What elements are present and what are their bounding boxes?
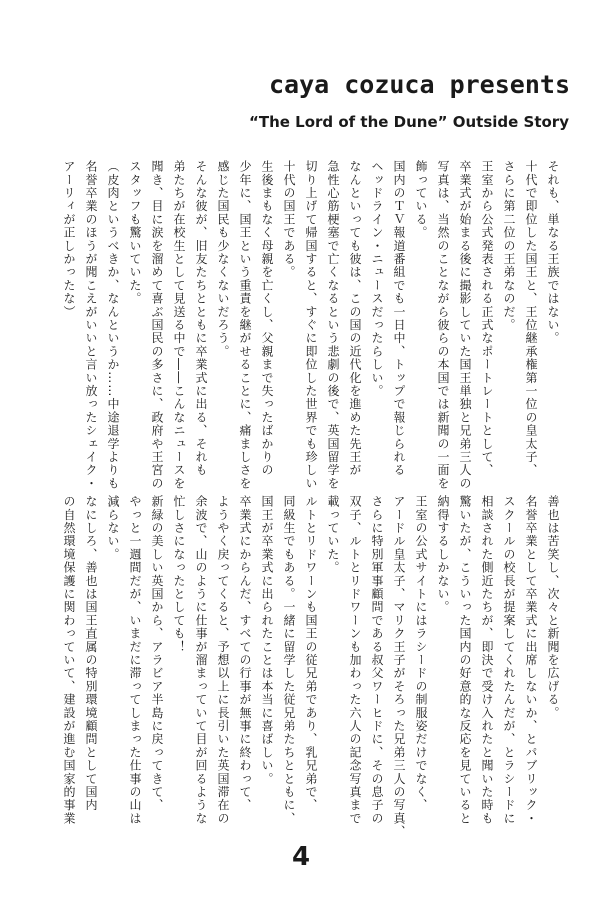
text-line: アーリィが正しかったな）	[62, 160, 76, 319]
text-line: 卒業式にからんだ、すべての行事が無事に終わって、	[238, 495, 252, 812]
text-line: 名誉卒業のほうが聞こえがいいと言い放ったシェイク・	[84, 160, 98, 490]
text-line: 忙しさになったとしても！	[172, 495, 186, 654]
text-line: 聞き、目に涙を溜めて喜ぶ国民の多さに、政府や王宮の	[150, 160, 164, 490]
text-line: そんな彼が、旧友たちとともに卒業式に出る、それも	[194, 160, 208, 477]
text-line: さらに特別軍事顧問である叔父ワーヒドに、その息子の	[370, 495, 384, 825]
upper-text-column	[24, 160, 564, 490]
text-line: 弟たちが在校生として見送る中で――こんなニュースを	[172, 160, 186, 490]
text-line: 王室から公式発表される正式なポートレートとして、	[480, 160, 494, 477]
text-line: の自然環境保護に関わっていて、建設が進む国家的事業	[62, 495, 76, 825]
text-line: なんといっても彼は、この国の近代化を進めた先王が	[348, 160, 362, 477]
text-line: 同級生でもある。一緒に留学した従兄弟たちとともに、	[282, 495, 296, 825]
text-line: ヘッドライン・ニュースだったらしい。	[370, 160, 384, 398]
text-line: ルトとリドワーンも国王の従兄弟であり、乳兄弟で、	[304, 495, 318, 812]
text-line: 国内のＴＶ報道番組でも一日中、トップで報じられる	[392, 160, 406, 477]
text-line: 双子、ルトとリドワーンも加わった六人の記念写真まで	[348, 495, 362, 825]
text-line: 驚いたが、こういった国内の好意的な反応を見ていると	[458, 495, 472, 825]
text-line: 急性心筋梗塞で亡くなるという悲劇の後で、英国留学を	[326, 160, 340, 490]
text-line: 少年に、国王という重責を継がせることに、痛ましさを	[238, 160, 252, 490]
text-line: ようやく戻ってくると、予想以上に長引いた英国滞在の	[216, 495, 230, 825]
text-line: やっと一週間だが、いまだに滞ってしまった仕事の山は	[128, 495, 142, 825]
lower-text-column	[24, 495, 564, 839]
text-line: 切り上げて帰国すると、すぐに即位した世界でも珍しい	[304, 160, 318, 490]
text-line: 相談された側近たちが、即決で受け入れたと聞いた時も	[480, 495, 494, 825]
header-title: caya cozuca presents	[268, 70, 570, 99]
text-line: スタッフも驚いていた。	[128, 160, 142, 306]
text-line: 卒業式が始まる後に撮影していた国王単独と兄弟三人の	[458, 160, 472, 490]
text-line: それも、単なる王族ではない。	[546, 160, 560, 345]
text-line: 名誉卒業として卒業式に出席しないか、とパブリック・	[524, 495, 538, 825]
text-line: 生後まもなく母親を亡くし、父親まで失ったばかりの	[260, 160, 274, 477]
text-line: 飾っている。	[414, 160, 428, 240]
text-line: 新緑の美しい英国から、アラビア半島に戻ってきて、	[150, 495, 164, 812]
text-line: 感じた国民も少なくないだろう。	[216, 160, 230, 358]
text-line: 善也は苦笑し、次々と新聞を広げる。	[546, 495, 560, 720]
text-line: 国王が卒業式に出られたことは本当に喜ばしい。	[260, 495, 274, 786]
text-line: 十代の国王である。	[282, 160, 296, 279]
text-line: スクールの校長が提案してくれたんだが、とラシードに	[502, 495, 516, 825]
text-line: 載っていた。	[326, 495, 340, 575]
text-line: さらに第二位の王弟なのだ。	[502, 160, 516, 332]
text-line: 王室の公式サイトにはラシードの制服姿だけでなく、	[414, 495, 428, 812]
text-line: 十代で即位した国王と、王位継承権第一位の皇太子、	[524, 160, 538, 477]
text-line: （皮肉というべきか、なんというか……中途退学よりも	[106, 160, 120, 490]
text-line: アードル皇太子、マリク王子がそろった兄弟三人の写真、	[392, 495, 406, 839]
text-line: 余波で、山のように仕事が溜まっていて目が回るような	[194, 495, 208, 825]
text-line: 納得するしかない。	[436, 495, 450, 614]
text-line: 写真は、当然のことながら彼らの本国では新聞の一面を	[436, 160, 450, 490]
text-line: 減らない。	[106, 495, 120, 561]
text-line: なにしろ、善也は国王直属の特別環境顧問として国内	[84, 495, 98, 812]
page-number: 4	[292, 842, 311, 872]
header-subtitle: “The Lord of the Dune” Outside Story	[248, 113, 569, 131]
